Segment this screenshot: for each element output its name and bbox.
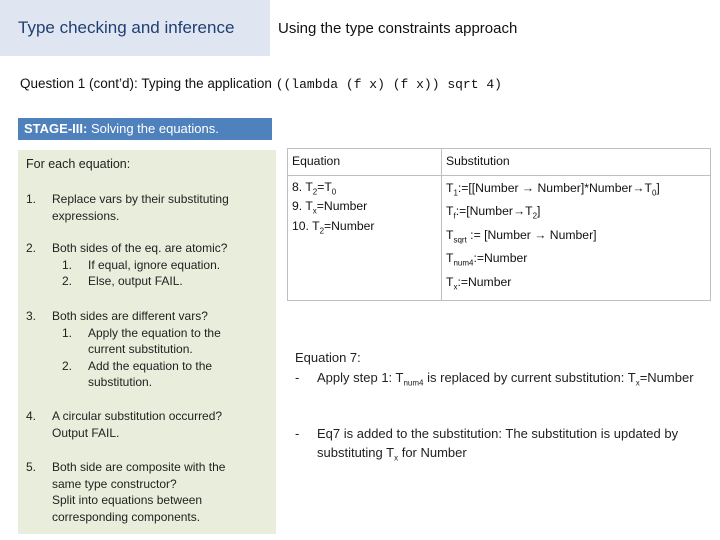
arrow-icon: → [521,181,535,195]
substitution-line: $T_f:=[Number\to T_2]$ [446,204,541,221]
step-text: Both side are composite with the same type constructor? [52,460,226,491]
table-header-row [288,149,711,176]
question-line [20,76,502,92]
title-panel [0,0,270,56]
substitution-line: $T_x:=Number$ [446,274,512,292]
procedure-step-1 [26,191,252,224]
sub-step: 2. Add the equation to the substitution. [62,358,213,389]
step-text: Both sides are different vars? [52,309,208,323]
step-text: Replace vars by their substituting expressions. [52,192,229,223]
substitution-line: $T_{sqrt}$ := [Number → Number] [446,227,597,245]
step-extra: Split into equations between corresponding components. [52,493,203,524]
equation-line: 9. $T_x=Number$ [292,199,368,216]
note-title: Equation 7: [295,350,361,365]
substitution-line: $T_1:=[[Number$ → $Number]*Number\to T_0$] [446,181,660,198]
stage-banner [18,118,272,140]
sub-step: 2. Else, output FAIL. [62,274,183,288]
page-title: Type checking and inference [18,18,235,37]
step-number: 3. [26,309,37,323]
equation-7-note [295,348,715,393]
column-header-substitution: Substitution [442,149,711,176]
procedure-step-4 [26,408,247,441]
subtitle-panel [270,0,720,56]
question-label: Question 1 (cont’d): [20,76,138,91]
procedure-step-5 [26,459,247,525]
page-subtitle: Using the type constraints approach [278,19,518,37]
stage-label: STAGE-III: [24,121,88,136]
sub-step: 1. Apply the equation to the current substitution. [62,325,221,356]
equation-cell [288,176,442,301]
arrow-icon: → [632,181,645,195]
note-bullet-2: - Eq7 is added to the substitution: The substitution is updated by substituting $T_x$ for Number [295,426,679,463]
step-number: 5. [26,460,37,474]
step-text: A circular substitution occurred? Output FAIL. [52,409,223,440]
step-number: 2. [26,241,37,255]
header [0,0,720,56]
column-header-equation: Equation [288,149,442,176]
procedure-panel [18,150,276,534]
question-text: Typing the application [141,76,272,91]
substitution-line: $T_{num4}:=Number$ [446,251,528,268]
arrow-icon: → [534,227,547,242]
arrow-icon: → [512,204,526,219]
equation-line: 8. $T_2=T_0$ [292,180,337,197]
procedure-title: For each equation: [26,157,131,171]
substitution-cell [442,176,711,301]
question-code: ((lambda (f x) (f x)) sqrt 4) [275,77,502,92]
step-number: 4. [26,409,37,423]
stage-text: Solving the equations. [90,121,219,136]
step-number: 1. [26,192,37,206]
procedure-step-3 [26,308,252,391]
note-bullet-1: - Apply step 1: $T_{num4}$ is replaced by current substitution: $T_x=Number$ [295,370,694,388]
step-text: Both sides of the eq. are atomic? [52,241,228,255]
procedure-step-2 [26,240,252,290]
equation-line: 10. $T_2=Number$ [292,218,375,236]
sub-step: 1. If equal, ignore equation. [62,257,221,272]
equation-table [287,148,711,301]
table-row [288,176,711,301]
